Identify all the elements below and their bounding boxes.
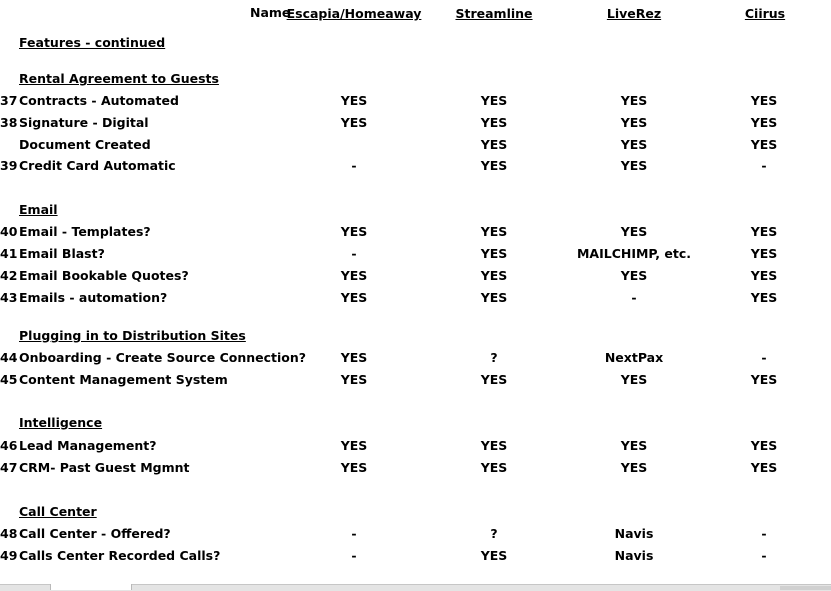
cell-streamline: YES (480, 290, 508, 305)
row-label: Credit Card Automatic (19, 158, 176, 173)
name-header[interactable]: Name (250, 5, 291, 20)
cell-ciirus: - (761, 548, 767, 563)
row-number: 47 (0, 460, 18, 475)
row-number: 44 (0, 350, 18, 365)
row-number: 42 (0, 268, 18, 283)
row-number: 41 (0, 246, 18, 261)
cell-ciirus: - (761, 526, 767, 541)
row-number: 43 (0, 290, 18, 305)
row-label: Lead Management? (19, 438, 157, 453)
row-label: Emails - automation? (19, 290, 168, 305)
cell-streamline: YES (480, 115, 508, 130)
cell-escapia: YES (340, 224, 368, 239)
cell-streamline: YES (480, 93, 508, 108)
cell-streamline: YES (480, 137, 508, 152)
cell-escapia: YES (340, 350, 368, 365)
row-number: 49 (0, 548, 18, 563)
column-header-streamline[interactable]: Streamline (455, 6, 533, 21)
row-label: Email - Templates? (19, 224, 151, 239)
cell-liverez: YES (620, 115, 648, 130)
horizontal-scrollbar[interactable] (780, 586, 831, 590)
row-number: 40 (0, 224, 18, 239)
section-title[interactable]: Email (19, 202, 58, 217)
cell-escapia: - (351, 548, 357, 563)
row-label: Content Management System (19, 372, 228, 387)
cell-ciirus: YES (750, 93, 778, 108)
row-number: 38 (0, 115, 18, 130)
row-label: Document Created (19, 137, 151, 152)
cell-escapia: - (351, 526, 357, 541)
cell-escapia: YES (340, 93, 368, 108)
cell-escapia: YES (340, 268, 368, 283)
sheet-tab[interactable] (50, 584, 132, 590)
row-label: Email Blast? (19, 246, 105, 261)
cell-ciirus: YES (750, 460, 778, 475)
cell-liverez: YES (620, 372, 648, 387)
cell-liverez: Navis (614, 526, 654, 541)
cell-escapia: YES (340, 460, 368, 475)
cell-escapia: YES (340, 438, 368, 453)
row-label: Call Center - Offered? (19, 526, 171, 541)
cell-ciirus: YES (750, 115, 778, 130)
section-title[interactable]: Plugging in to Distribution Sites (19, 328, 246, 343)
cell-liverez: YES (620, 438, 648, 453)
cell-liverez: Navis (614, 548, 654, 563)
row-number: 45 (0, 372, 18, 387)
row-label: Onboarding - Create Source Connection? (19, 350, 307, 365)
column-header-liverez[interactable]: LiveRez (606, 6, 662, 21)
cell-streamline: ? (490, 350, 498, 365)
cell-streamline: YES (480, 158, 508, 173)
cell-liverez: YES (620, 158, 648, 173)
cell-escapia: - (351, 158, 357, 173)
cell-liverez: YES (620, 460, 648, 475)
cell-liverez: YES (620, 93, 648, 108)
cell-liverez: YES (620, 224, 648, 239)
row-number: 37 (0, 93, 18, 108)
cell-ciirus: - (761, 350, 767, 365)
section-title[interactable]: Intelligence (19, 415, 103, 430)
cell-ciirus: YES (750, 290, 778, 305)
cell-streamline: YES (480, 372, 508, 387)
cell-streamline: YES (480, 438, 508, 453)
cell-liverez: NextPax (604, 350, 664, 365)
section-title[interactable]: Call Center (19, 504, 97, 519)
cell-streamline: ? (490, 526, 498, 541)
cell-streamline: YES (480, 268, 508, 283)
cell-escapia: YES (340, 372, 368, 387)
cell-ciirus: YES (750, 246, 778, 261)
row-label: Signature - Digital (19, 115, 149, 130)
cell-escapia: YES (340, 290, 368, 305)
cell-ciirus: YES (750, 438, 778, 453)
row-label: Calls Center Recorded Calls? (19, 548, 221, 563)
features-continued-title[interactable]: Features - continued (19, 35, 166, 50)
row-label: Email Bookable Quotes? (19, 268, 189, 283)
cell-ciirus: YES (750, 268, 778, 283)
cell-escapia: - (351, 246, 357, 261)
cell-streamline: YES (480, 460, 508, 475)
row-label: CRM- Past Guest Mgmnt (19, 460, 190, 475)
cell-ciirus: - (761, 158, 767, 173)
cell-streamline: YES (480, 246, 508, 261)
cell-ciirus: YES (750, 372, 778, 387)
cell-liverez: YES (620, 137, 648, 152)
row-label: Contracts - Automated (19, 93, 179, 108)
cell-streamline: YES (480, 548, 508, 563)
cell-liverez: YES (620, 268, 648, 283)
cell-streamline: YES (480, 224, 508, 239)
row-number: 46 (0, 438, 18, 453)
cell-escapia: YES (340, 115, 368, 130)
section-title[interactable]: Rental Agreement to Guests (19, 71, 219, 86)
cell-liverez: - (631, 290, 637, 305)
cell-ciirus: YES (750, 224, 778, 239)
row-number: 48 (0, 526, 18, 541)
cell-liverez: MAILCHIMP, etc. (576, 246, 692, 261)
row-number: 39 (0, 158, 18, 173)
column-header-ciirus[interactable]: Ciirus (744, 6, 786, 21)
column-header-escapia[interactable]: Escapia/Homeaway (286, 6, 422, 21)
cell-ciirus: YES (750, 137, 778, 152)
